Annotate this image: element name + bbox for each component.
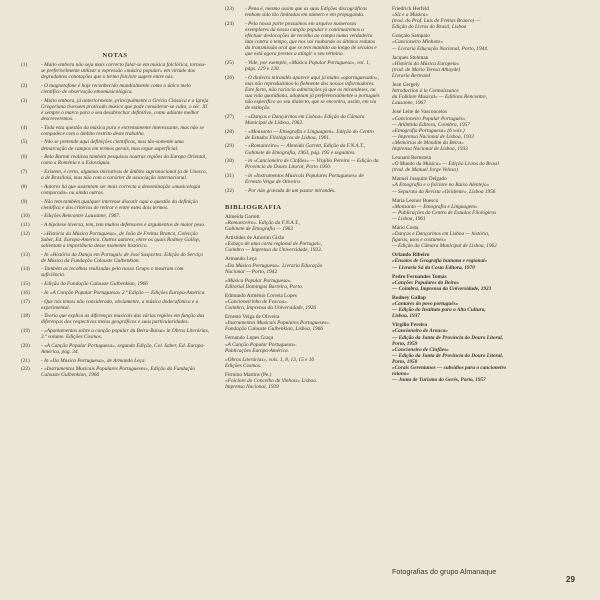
note-item	[225, 188, 380, 194]
note-number: (2)	[21, 82, 28, 89]
bibliography-line: «Música Popular Portuguesa».	[225, 277, 292, 284]
bibliography-entry	[392, 155, 572, 173]
bibliography-heading: BIBLIOGRAFIA	[225, 203, 282, 211]
bibliography-line: «Memórias de Mondim da Beira»	[392, 139, 464, 146]
bibliography-line: (trad. de Manuel Jorge Veloso)	[392, 167, 458, 174]
note-text: - In «Da Música Portuguesa», de Armando Leça.	[41, 357, 146, 364]
bibliography-author: Ernesto Veiga de Oliveira	[225, 314, 280, 321]
note-number: (3)	[21, 97, 28, 104]
bibliography-list-2	[392, 6, 572, 383]
note-item	[21, 313, 209, 325]
bibliography-line: Gabinete de Etnografia — 1963	[225, 226, 293, 233]
bibliography-line: «Canções Populares da Beira»	[392, 279, 460, 286]
bibliography-author: Leonard Bernstein	[392, 155, 432, 162]
bibliography-line: — Separata da Revista «Ocidente», Lisboa 1956	[392, 188, 496, 195]
bibliography-entry	[392, 198, 572, 222]
bibliography-line: «Cancioneiro de Arouca»	[392, 328, 449, 335]
note-text: - Toda esta questão da música para e extremamente interessante, mas não se compadece com o âmbito restrito deste trabalho.	[41, 124, 204, 137]
note-item	[21, 154, 209, 166]
bibliography-entry	[225, 235, 380, 253]
note-text: - In «A Canção Popular Portuguesa» 2.ª Edição — Edições Europa-América.	[41, 289, 206, 296]
bibliography-entry	[225, 293, 380, 311]
note-item	[225, 158, 380, 170]
bibliography-line: «Cancioneirinho de Fozcoa».	[225, 299, 289, 305]
bibliography-line: «Corais Gerenianos — subsídios para o cancioneiro	[392, 364, 507, 371]
bibliography-line: Coimbra, Imprensa da Universidade, 1926	[225, 305, 317, 312]
notes-list-1	[21, 62, 209, 379]
bibliography-line: figuras, usos e costumes»	[392, 237, 447, 244]
bibliography-author: Armando Leça	[225, 256, 257, 263]
note-item	[21, 358, 209, 364]
bibliography-author: Orlando Ribeiro	[392, 252, 430, 259]
bibliography-line: — Atlântida Editora, Coimbra, 1957	[392, 121, 470, 128]
note-item	[225, 21, 380, 58]
note-number: (18)	[21, 313, 30, 320]
note-item	[21, 125, 209, 137]
bibliography-entry	[392, 322, 572, 383]
bibliography-line: «Instrumentos Musicais Populares Portugueses».	[225, 320, 331, 327]
bibliography-author: José Leite de Vasconcelos	[392, 109, 448, 116]
bibliography-line: — Junta de Turismo do Gerês, Porto, 1957	[392, 377, 486, 384]
bibliography-author: Gonçalo Sampaio	[392, 33, 430, 40]
bibliography-line: (trad. de Maria Teresa Athayde)	[392, 66, 461, 73]
note-text: - Edições Rencontre Lausanne, 1967.	[41, 213, 121, 220]
note-text: - in «Cancioneiro de Cinfães» — Virgílio Pereira — Edição da Província do Douro Litoral, Porto 1950.	[245, 158, 379, 171]
bibliography-line: Lisboa, 1937	[392, 313, 420, 320]
bibliography-line: Nacional — Porto, 1942	[225, 268, 278, 275]
note-item	[21, 366, 209, 378]
bibliography-line: «A Etnografia e o folclore no Baixo Alentejo»	[392, 182, 490, 189]
note-text: - Muito embora não seja mais correcto falar-se em música folclórica, tornou-se preferivelmente utilizar a expressão «música popular» em virtude das degradantes conotações que o termo folclore sugere entre nós.	[41, 62, 206, 81]
note-item	[21, 169, 209, 181]
note-text: - O dialecto mirandês aparece aqui já muito «aportuguesado», mas não reproduzimos-lo fielmente dos nossos informadores. Este facto, não raciocia admirações já que os mirandeses, na sua vida quotidiana, adoptam já preferencialmente o português não específico ao seu dialecto, que se encontra, assim, em via de extinção.	[245, 74, 380, 112]
note-text: - «Instrumentos Musicais Populares Portugueses», Edição da Fundação Calouste Gulbenkian, 1966	[41, 366, 195, 379]
bibliography-line: — Edição da Câmara Municipal de Lisboa, 1962	[392, 243, 497, 250]
bibliography-line: «Etnografia Portuguesa» (6 vols.)	[392, 127, 465, 134]
note-item	[21, 266, 209, 278]
note-number: (26)	[225, 74, 234, 81]
bibliography-entry	[225, 278, 380, 290]
bibliography-entry	[392, 55, 572, 79]
bibliography-line: raiano»	[392, 371, 410, 378]
note-number: (32)	[225, 187, 234, 194]
photo-caption: Fotografias do grupo Almanaque	[392, 567, 497, 576]
note-number: (1)	[21, 62, 28, 68]
note-number: (17)	[21, 298, 30, 305]
bibliography-line: — Edição da Junta de Província do Douro Litoral,	[392, 334, 504, 341]
bibliography-entry	[225, 372, 380, 390]
notes-column-1	[21, 52, 209, 381]
bibliography-line: Edição do Livros do Brasil, Lisboa	[392, 24, 467, 31]
bibliography-line: «Cancioneiro de Cinfães»	[392, 346, 449, 353]
note-number: (30)	[225, 158, 234, 165]
bibliography-author: Pedro Fernandes Tomás	[392, 273, 447, 280]
note-item	[21, 343, 209, 355]
note-text: - O magnetofone é hoje reconhecido mundialmente como o único meio científico de observação etnomusicológica.	[41, 82, 191, 95]
bibliography-line: «Ensaios de Geografia humana e regional»	[392, 258, 488, 265]
bibliography-author: Rodney Gallop	[392, 294, 426, 301]
note-text: - Bela Bartok realizou também pesquisas noutras regiões da Europa Oriental, como a Roménia e a Eslováquia.	[41, 154, 207, 167]
note-number: (7)	[21, 168, 28, 175]
note-number: (16)	[21, 289, 30, 296]
note-number: (14)	[21, 266, 30, 273]
note-text: - Muito embora, já anteriormente, principalmente a Grécia Clássica e a Igreja Gregoriana tivessem praticado música que pode considerar-se culta, o séc. XI é sempre o marco para o seu desabrochar definitivo, como adiante melhor descreveremos.	[41, 97, 209, 122]
bibliography-line: «Monsanto — Etnografia e Linguagem»	[392, 203, 478, 210]
note-text: - Existem, é certo, algumas iniciativas de âmbito supranacional (a de Unesco, a de Brasiloiú, mas não com o carácter de associação internacional.	[41, 168, 207, 182]
note-number: (19)	[21, 328, 30, 335]
note-item	[21, 281, 209, 287]
note-text: - Que nós temos não considerado, obviamente, a música dodecafónica e a experimental.	[41, 298, 199, 311]
note-item	[21, 290, 209, 296]
bibliography-line: — Coimbra, Imprensa da Universidade, 1923	[392, 285, 492, 292]
note-item	[225, 60, 380, 72]
note-text: - In «História da Dança em Portugal» de José Sasportes. Edição do Serviço de Música da Fundação Calouste Gulbenkian.	[41, 251, 203, 264]
bibliography-column-2	[392, 6, 572, 386]
bibliography-line: — Edição do Instituto para a Alta Cultura,	[392, 307, 486, 314]
note-text: - Vide, por exemplo, «Música Popular Portuguesa», vol. 1, págs. 129 e 130.	[245, 59, 371, 73]
page-number: 29	[566, 575, 575, 584]
bibliography-author: Jean Gergely	[392, 82, 420, 89]
bibliography-line: «Esboço de uma carta regional de Portugal»,	[225, 241, 323, 248]
note-text: - «Monsanto — Etnografia e Linguagem». Edição do Centro de Estudos Filológicos de Lisboa, 1961.	[245, 128, 374, 141]
bibliography-line: Livraria Bertrand	[392, 72, 431, 79]
bibliography-entry	[392, 252, 572, 270]
bibliography-author: Virgílio Pereira	[392, 322, 428, 329]
bibliography-line: — Lisboa, 1961	[392, 215, 426, 222]
bibliography-entry	[392, 82, 572, 106]
note-item	[21, 213, 209, 219]
bibliography-line: — Livraria Educação Nacional, Porto, 1944.	[392, 45, 489, 52]
note-text: - Edição da Fundação Calouste Gulbenkian, 1966	[41, 281, 148, 288]
bibliography-line: du Folklore Musical» — Editions Rencontre,	[392, 94, 487, 101]
bibliography-line: (trad. do Prof. Luís de Freitas Branco) —	[392, 18, 481, 25]
bibliography-author: Firmino Martins (Pe.)	[225, 371, 272, 378]
note-number: (13)	[21, 251, 30, 258]
note-text: - Por não gravada de um pastor mirandês.	[245, 187, 336, 194]
note-number: (15)	[21, 281, 30, 288]
bibliography-line: «Folclore do Concelho de Vinhais» Lisboa.	[225, 378, 318, 385]
bibliography-entry	[392, 33, 572, 51]
note-number: (9)	[21, 198, 28, 205]
bibliography-author: Manuel Joaquim Delgado	[392, 176, 447, 183]
note-number: (29)	[225, 143, 234, 150]
note-number: (24)	[225, 20, 234, 27]
notes-list-2	[225, 6, 380, 194]
note-number: (25)	[225, 59, 234, 66]
bibliography-author: Edmundo Arménio Correia Lopes	[225, 292, 297, 299]
note-number: (31)	[225, 173, 234, 179]
bibliography-line: Introduction à la Connaissance	[392, 88, 459, 95]
bibliography-author: Jacques Stehman	[392, 54, 429, 61]
note-text: - Não tem também qualquer interesse discutir aqui a questão da definição científica e dos critérios de retirar e entre estes dois termos.	[41, 198, 199, 211]
note-item	[21, 98, 209, 122]
bibliography-line: Porto, 1959	[392, 340, 418, 347]
note-number: (12)	[21, 230, 30, 237]
bibliography-line: «Cancioneiro Popular Português»	[392, 115, 466, 122]
note-item	[225, 129, 380, 141]
bibliography-list-1	[225, 214, 380, 390]
bibliography-line: Coimbra — Imprensa da Universidade, 1933.	[225, 247, 323, 254]
note-number: (21)	[21, 357, 30, 364]
note-text: - in «Instrumentos Musicais Populares Portugueses» de Ernesto Veiga de Oliveira.	[245, 173, 364, 186]
note-text: - Teoria que explica as diferenças musicais das várias regiões em função das diferenças dos respectivos meios geográficos e suas particularidades.	[41, 313, 205, 326]
note-number: (27)	[225, 113, 234, 120]
note-number: (8)	[21, 183, 28, 190]
bibliography-author: Friedrich Herfeld	[392, 6, 429, 12]
note-item	[21, 139, 209, 151]
note-text: - Também as recolhas realizadas pelo nosso Grupo o mostram com suficiência.	[41, 266, 184, 279]
note-text: - A hipótese inversa, tem, tem muitos defensores e argumentos de maior peso.	[41, 222, 206, 228]
bibliography-line: Editorial Domingos Barreira, Porto.	[225, 283, 303, 290]
bibliography-line: «Síz e a Música»	[392, 12, 429, 19]
bibliography-line: Imprensa Nacional, 1939	[225, 384, 279, 391]
bibliography-author: Mário Costa	[392, 225, 419, 231]
bibliography-line: «Cancioneiro Minhoto»	[392, 39, 443, 46]
bibliography-line: — Imprensa Nacional de Lisboa, 1933	[392, 133, 474, 140]
bibliography-entry	[392, 225, 572, 249]
bibliography-entry	[225, 335, 380, 353]
bibliography-entry	[392, 176, 572, 194]
bibliography-line: «Cantares do povo português»	[392, 301, 459, 308]
note-text: - Pela nossa parte possuímos em arquivo numerosos exemplares da nossa canção popular e continuaremos a efectuar deslocações de recolha ao campo numa verdadeira luta contra o tempo, que nos vai roubando os últimos redutos da transmissão oral que se tem mantido ao longo de séculos e que está agora prestes a atingir o seu término.	[245, 20, 377, 58]
note-number: (20)	[21, 342, 30, 349]
note-item	[21, 222, 209, 228]
bibliography-author: Fernando Lopes Graça	[225, 335, 274, 342]
note-item	[225, 173, 380, 185]
note-number: (5)	[21, 139, 28, 146]
note-number: (28)	[225, 128, 234, 135]
bibliography-line: «Romanceiro». Edição da F.N.A.T.,	[225, 219, 301, 226]
notes-column-2	[225, 6, 380, 393]
note-text: - Autores há que sustentam ser mais correcta a denominação «musicologia comparada» ou ainda outras.	[41, 183, 201, 196]
notes-heading: NOTAS	[102, 52, 128, 59]
bibliography-line: Edições Cosmos.	[225, 362, 262, 369]
note-number: (6)	[21, 154, 28, 161]
note-number: (23)	[225, 6, 234, 12]
note-item	[21, 184, 209, 196]
note-item	[225, 75, 380, 112]
bibliography-line: Fundação Calouste Gulbenkian, Lisboa, 1966	[225, 326, 323, 333]
note-item	[21, 252, 209, 264]
bibliography-line: — Livraria Sá da Costa Editora, 1970	[392, 264, 475, 271]
note-item	[225, 114, 380, 126]
bibliography-line: «A Canção Popular Portuguesa».	[225, 341, 297, 348]
bibliography-line: Publicações Europa-América.	[225, 347, 289, 354]
note-item	[21, 328, 209, 340]
bibliography-line: Lausanne, 1967	[392, 100, 426, 107]
note-text: - «A Canção Popular Portuguesa», segunda Edição, Col. Saber, Ed. Europa-América, pág. 34.	[41, 342, 205, 355]
note-item	[21, 62, 209, 80]
bibliography-line: Porto, 1950	[392, 358, 418, 365]
note-item	[21, 231, 209, 249]
bibliography-line: Imprensa Nacional de Lisboa, 1933	[392, 145, 468, 152]
note-text: - «Apontamentos sobre a canção popular da Beira-Baixa» in Obras Literárias, 3.º volume. Edições Cosmos.	[41, 328, 209, 341]
note-number: (22)	[21, 366, 30, 373]
note-text: - «Romanceiro» — Almeida Garrett, Edição da F.N.A.T., Gabinete de Etnografia, 1963, pág. 195 e seguintes.	[245, 143, 366, 156]
bibliography-entry	[225, 357, 380, 369]
note-item	[225, 143, 380, 155]
note-number: (4)	[21, 124, 28, 131]
note-item	[21, 299, 209, 311]
note-item	[21, 83, 209, 95]
note-number: (11)	[21, 222, 30, 228]
note-text: - Não se pretende aqui definições científicas, mas tão-somente uma demarcação de campos em termos gerais, mas ergue superficial.	[41, 139, 184, 152]
bibliography-line: «Danças e Dançarinos em Lisboa — história,	[392, 231, 490, 238]
note-text: - «Danças e Dançarinos em Lisboa» Edição da Câmara Municipal de Lisboa, 1962.	[245, 113, 365, 126]
bibliography-entry	[225, 314, 380, 332]
bibliography-entry	[225, 214, 380, 232]
bibliography-line: — Edição da Junta de Província do Douro Litoral,	[392, 352, 504, 359]
bibliography-line: «História da Música Europeia»	[392, 60, 460, 67]
bibliography-entry	[392, 6, 572, 30]
bibliography-author: Maria Leonor Buescu	[392, 197, 439, 204]
bibliography-line: «Da Música Portuguesa». Livraria Educação	[225, 262, 323, 269]
bibliography-line: «O Mundo da Música» — Edição Livros do Brasil	[392, 161, 499, 168]
note-item	[225, 6, 380, 18]
note-text: - «História da Música Portuguesa», de João de Freitas Branco, Colecção Saber, Ed. Europa-América. Outros autores, entre os quais Rodney Gallop, salientam a importância desse momento histórico.	[41, 230, 201, 249]
bibliography-author: Artistides de Amorim Girão	[225, 235, 285, 242]
bibliography-entry	[392, 109, 572, 152]
bibliography-line: «Obras Literárias», vols. 1, 8, 13, 15 e 16	[225, 356, 315, 363]
bibliography-entry	[392, 295, 572, 319]
note-text: - Pena é, mesmo assim que as suas Edições discográficas tenham sido tão limitadas em número e em propaganda.	[245, 6, 368, 19]
note-number: (10)	[21, 213, 30, 220]
note-item	[21, 199, 209, 211]
bibliography-author: Almeida Garrett	[225, 213, 260, 220]
bibliography-line: — Publicações do Centro de Estudos Filológicos	[392, 209, 497, 216]
bibliography-entry	[225, 256, 380, 274]
bibliography-entry	[392, 274, 572, 292]
